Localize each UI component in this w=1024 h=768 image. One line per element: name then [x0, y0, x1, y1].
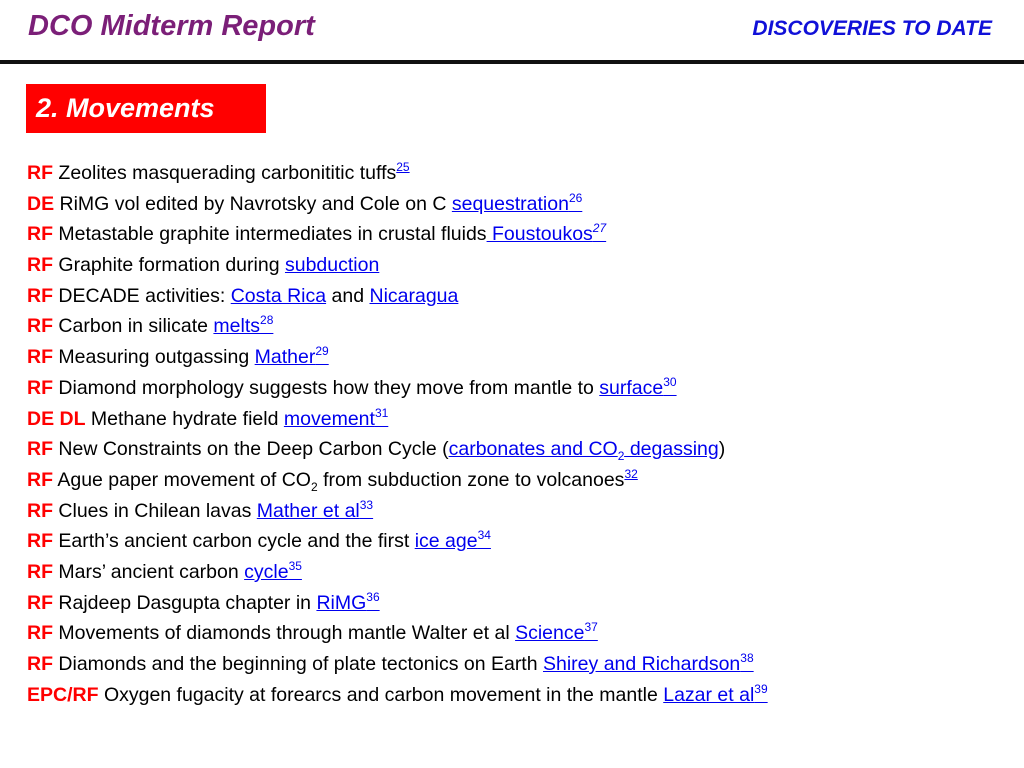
section-label: 2. Movements — [26, 84, 266, 133]
section-heading: DISCOVERIES TO DATE — [752, 17, 992, 40]
item-tag: DE DL — [27, 407, 86, 430]
list-item — [27, 158, 1007, 189]
list-item — [27, 311, 1007, 342]
list-item — [27, 496, 1007, 527]
item-tag: RF — [27, 653, 53, 675]
item-text: Zeolites masquerading carbonititic tuffs — [58, 162, 397, 184]
item-text: Mars’ ancient carbon — [58, 560, 239, 583]
item-text: Movements of diamonds through mantle Walter et al — [58, 622, 510, 645]
item-text: Diamonds and the beginning of plate tectonics on Earth — [58, 653, 538, 675]
item-tag: RF — [27, 223, 53, 246]
item-text: New Constraints on the Deep Carbon Cycle ( — [58, 438, 449, 461]
list-item — [27, 281, 1007, 312]
item-link[interactable]: Shirey and Richardson$^{38}$ — [543, 651, 754, 675]
item-tag: RF — [27, 468, 53, 491]
item-link[interactable]: surface$^{30}$ — [599, 374, 677, 399]
list-item — [27, 342, 1007, 373]
page-title: DCO Midterm Report — [28, 10, 315, 42]
item-text: Oxygen fugacity at forearcs and carbon movement in the mantle — [103, 683, 658, 706]
item-tag: RF — [27, 284, 53, 307]
item-tag: RF — [27, 346, 53, 369]
list-item — [27, 373, 1007, 404]
item-text: Carbon in silicate — [58, 315, 208, 338]
discoveries-list — [27, 158, 1007, 710]
item-text: Earth’s ancient carbon cycle and the first — [58, 530, 410, 553]
item-text: Ague paper movement of $CO_2$ from subduction zone to volcanoes — [57, 468, 625, 494]
list-item — [27, 189, 1007, 220]
item-link[interactable]: sequestration$^{26}$ — [451, 190, 583, 215]
item-link[interactable]: Science$^{37}$ — [515, 620, 598, 645]
item-link[interactable]: RiMG$^{36}$ — [316, 589, 380, 614]
list-item — [27, 557, 1007, 588]
item-link[interactable]: melts$^{28}$ — [213, 313, 274, 338]
list-item — [27, 649, 1007, 680]
item-tag: RF — [27, 254, 53, 277]
item-text: Clues in Chilean lavas — [58, 499, 252, 522]
item-tag: RF — [27, 162, 53, 184]
item-tag: EPC/RF — [27, 683, 99, 706]
item-link[interactable]: movement$^{31}$ — [283, 405, 389, 430]
item-tag: RF — [27, 376, 53, 399]
item-link[interactable]: Mather$^{29}$ — [254, 344, 329, 369]
item-link[interactable]: cycle$^{35}$ — [244, 558, 302, 583]
item-text: Measuring outgassing — [58, 346, 250, 369]
item-link[interactable]: Mather et $al^{33}$ — [256, 497, 374, 522]
item-tag: RF — [27, 499, 53, 522]
item-text: Methane hydrate field — [90, 407, 279, 430]
list-item — [27, 250, 1007, 281]
item-text: Graphite formation during — [58, 254, 280, 277]
list-item — [27, 588, 1007, 619]
list-item — [27, 219, 1007, 250]
list-item — [27, 618, 1007, 649]
item-tag: RF — [27, 591, 53, 614]
item-text-close: ) — [718, 438, 726, 461]
reference-link[interactable]: 25 — [396, 160, 410, 174]
list-item — [27, 526, 1007, 557]
item-link-nicaragua[interactable]: Nicaragua — [369, 284, 459, 307]
item-text: RiMG vol edited by Navrotsky and Cole on C — [59, 192, 447, 215]
item-link[interactable]: subduction — [284, 254, 380, 277]
header-divider — [0, 60, 1024, 64]
list-item — [27, 404, 1007, 435]
item-tag: DE — [27, 192, 55, 215]
item-link[interactable]: Foustoukos$^{27}$ — [486, 221, 607, 246]
item-text: Metastable graphite intermediates in crustal fluids — [58, 223, 487, 246]
item-tag: RF — [27, 560, 53, 583]
list-item — [27, 434, 1007, 465]
item-link-costa-rica[interactable]: Costa Rica — [230, 284, 327, 307]
item-link[interactable]: carbonates and $CO_2$ degassing — [448, 438, 719, 464]
item-tag: RF — [27, 622, 53, 645]
reference-link[interactable]: 32 — [624, 466, 638, 481]
item-text: DECADE activities: — [58, 284, 226, 307]
list-item — [27, 465, 1007, 496]
list-item — [27, 680, 1007, 711]
item-link[interactable]: ice age$^{34}$ — [414, 528, 491, 553]
item-tag: RF — [27, 315, 53, 338]
item-text-conjunction: and — [331, 284, 365, 307]
item-text: Rajdeep Dasgupta chapter in — [58, 591, 312, 614]
item-link[interactable]: Lazar et $al^{39}$ — [663, 681, 768, 706]
item-tag: RF — [27, 530, 53, 553]
item-text: Diamond morphology suggests how they move from mantle to — [58, 376, 594, 399]
item-tag: RF — [27, 438, 53, 461]
